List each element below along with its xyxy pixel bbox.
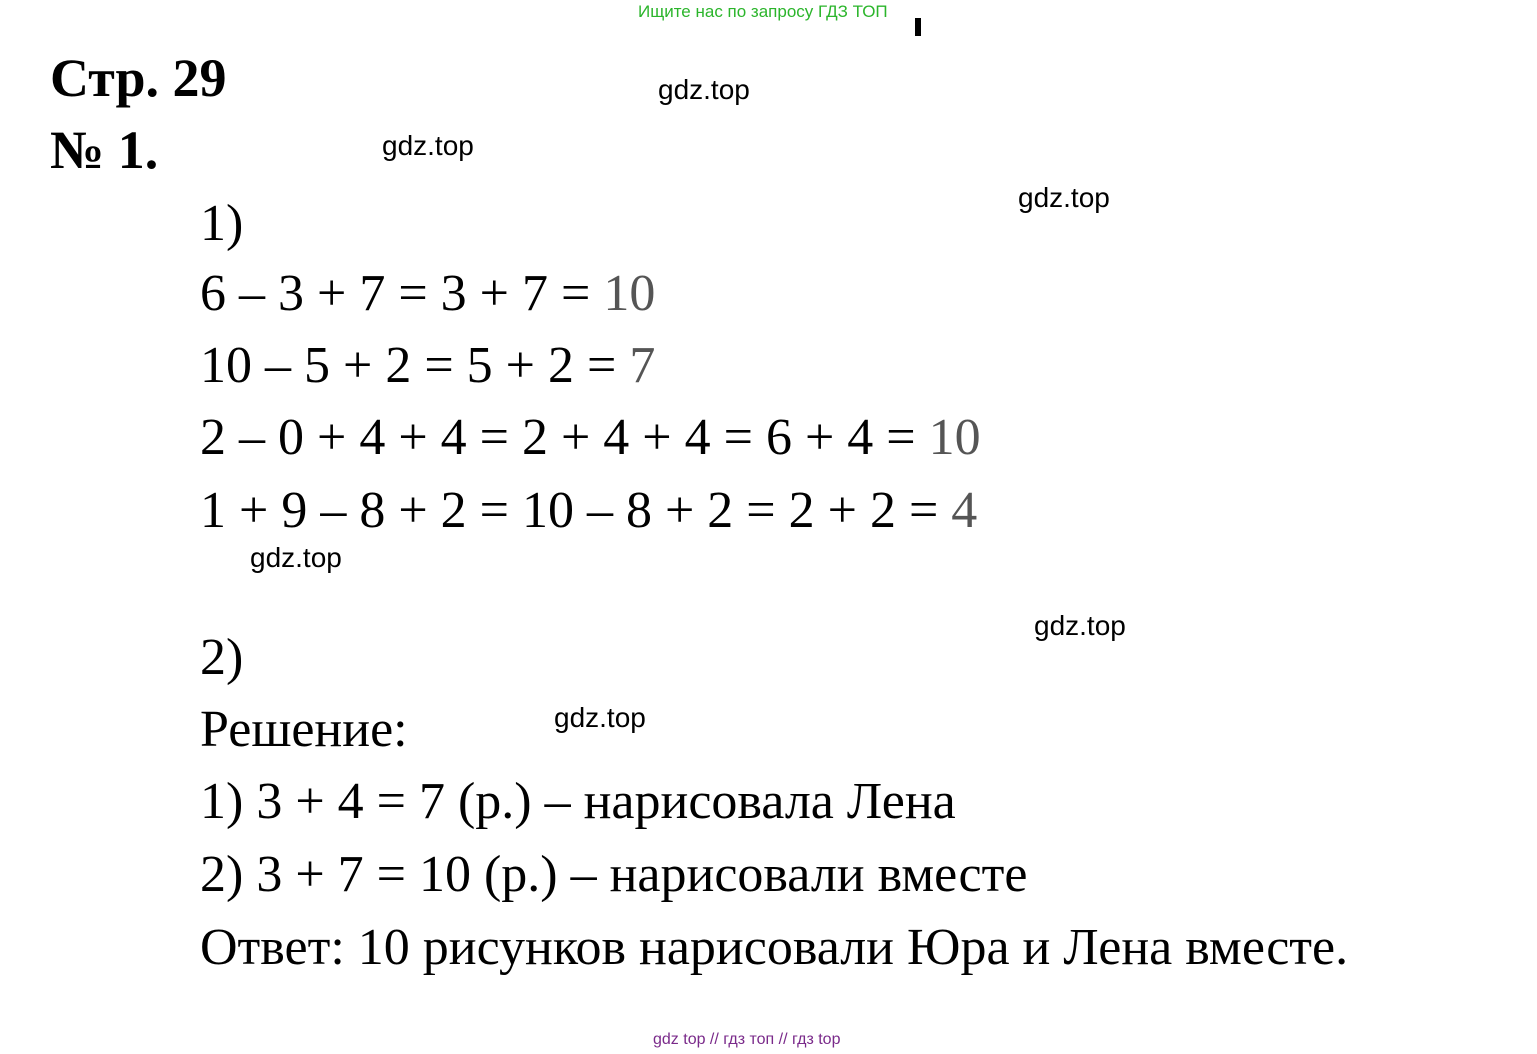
solution-step: 1) 3 + 4 = 7 (р.) – нарисовала Лена bbox=[200, 773, 956, 830]
watermark: gdz.top bbox=[554, 702, 646, 733]
equation-expression: 2 – 0 + 4 + 4 = 2 + 4 + 4 = 6 + 4 = bbox=[200, 409, 929, 466]
watermark: gdz.top bbox=[382, 130, 474, 161]
footer-links[interactable]: gdz top // гдз топ // гдз top bbox=[653, 1031, 841, 1048]
equation-expression: 6 – 3 + 7 = 3 + 7 = bbox=[200, 265, 604, 322]
page-number-heading: Стр. 29 bbox=[50, 48, 227, 108]
equation-expression: 10 – 5 + 2 = 5 + 2 = bbox=[200, 337, 630, 394]
answer-line: Ответ: 10 рисунков нарисовали Юра и Лена вместе. bbox=[200, 919, 1349, 976]
scan-artifact bbox=[915, 18, 921, 36]
equation-answer: 10 bbox=[928, 409, 981, 466]
equation-answer: 10 bbox=[603, 265, 656, 322]
solution-step: 2) 3 + 7 = 10 (р.) – нарисовали вместе bbox=[200, 846, 1028, 903]
equation-line bbox=[200, 264, 655, 324]
task-number-heading: № 1. bbox=[50, 120, 159, 180]
part2-label: 2) bbox=[200, 629, 244, 686]
watermark: gdz.top bbox=[250, 542, 342, 573]
equation-line bbox=[200, 408, 981, 468]
equation-answer: 4 bbox=[951, 482, 978, 539]
watermark: gdz.top bbox=[1018, 182, 1110, 213]
solution-label: Решение: bbox=[200, 701, 408, 758]
equation-line bbox=[200, 336, 655, 396]
watermark: gdz.top bbox=[1034, 610, 1126, 641]
part1-label: 1) bbox=[200, 195, 244, 252]
equation-answer: 7 bbox=[629, 337, 656, 394]
equation-line bbox=[200, 481, 977, 541]
equation-expression: 1 + 9 – 8 + 2 = 10 – 8 + 2 = 2 + 2 = bbox=[200, 482, 952, 539]
watermark: gdz.top bbox=[658, 74, 750, 105]
top-banner[interactable]: Ищите нас по запросу ГДЗ ТОП bbox=[638, 2, 888, 21]
